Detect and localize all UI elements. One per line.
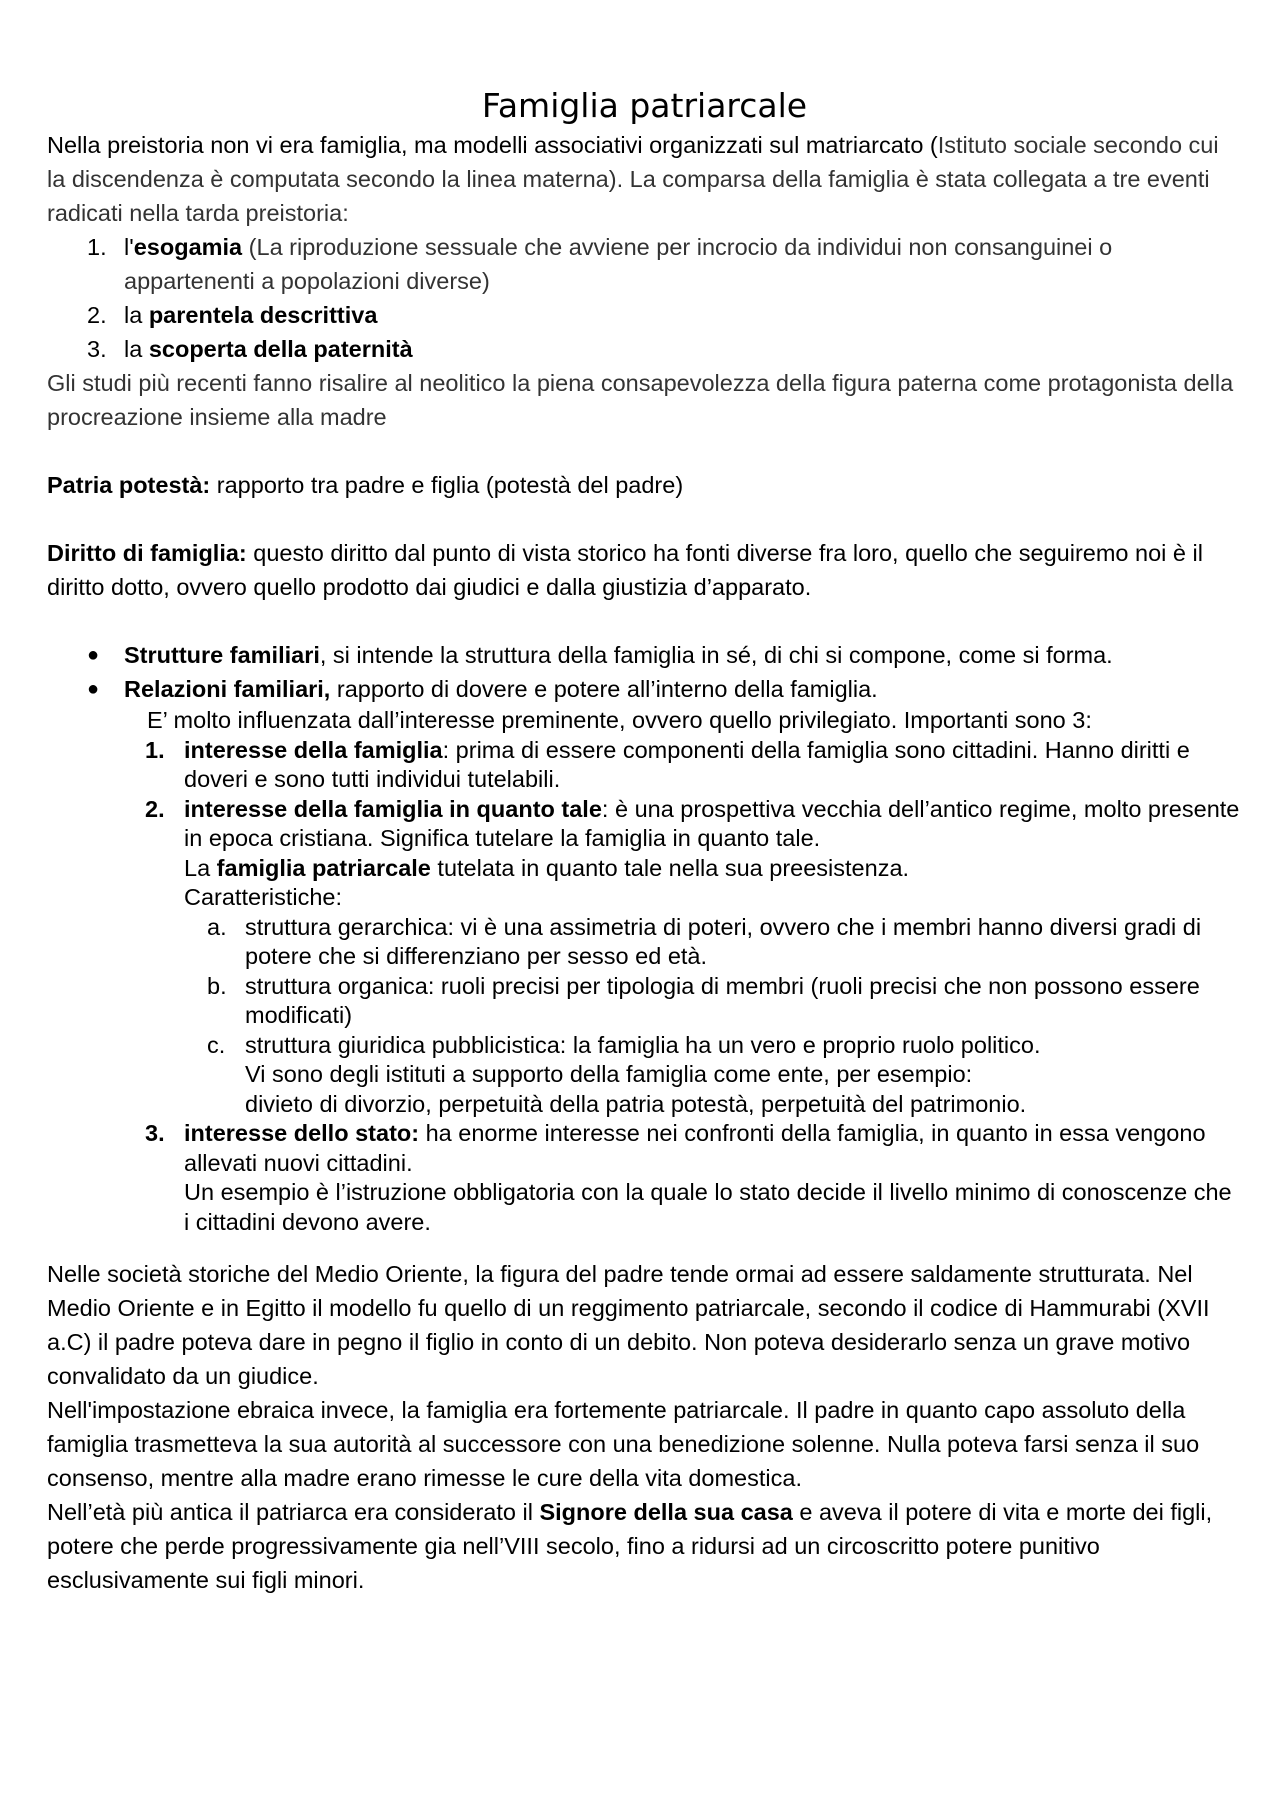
bullet-bold: Strutture familiari [124, 642, 320, 668]
list-text: la [124, 302, 149, 328]
interest-text: La [184, 854, 217, 881]
characteristic-text: struttura gerarchica: vi è una assimetria di poteri, ovvero che i membri hanno diversi gradi di potere che si differenziano per sesso ed età. [245, 913, 1202, 969]
interest-line [47, 854, 1242, 884]
list-bold: esogamia [133, 234, 243, 260]
patria-label: Patria potestà: [47, 472, 211, 498]
interest-number: 1. [145, 736, 165, 763]
patria-text: rapporto tra padre e figlia (potestà del padre) [210, 472, 684, 498]
antica-text: e aveva il potere di vita e morte dei figli, potere che perde progressivamente gia nell’VIII secolo, fino a ridursi ad un circoscritto potere punitivo esclusivamente sui figli minori. [47, 1499, 1213, 1593]
antica-paragraph [47, 1495, 1242, 1597]
characteristic-extra: Vi sono degli istituti a supporto della famiglia come ente, per esempio: [245, 1061, 973, 1087]
page-title: Famiglia patriarcale [481, 86, 808, 125]
characteristic-letter: c. [207, 1031, 226, 1058]
antica-bold: Signore della sua casa [539, 1499, 793, 1525]
list-text: la [124, 336, 149, 362]
list-item [47, 230, 1242, 298]
characteristic-letter: a. [207, 913, 227, 940]
interest-bold: interesse della famiglia in quanto tale [184, 795, 602, 822]
bullet-list [47, 638, 1242, 706]
list-item [47, 332, 1242, 366]
bullet-item [47, 638, 1242, 672]
characteristic-text: struttura organica: ruoli precisi per tipologia di membri (ruoli precisi che non possono essere modificati) [245, 972, 1200, 1028]
interest-bold: interesse della famiglia [184, 736, 443, 763]
interest-text: tutelata in quanto tale nella sua preesistenza. [430, 854, 910, 881]
interest-bold: interesse dello stato: [184, 1120, 420, 1146]
list-item [47, 298, 1242, 332]
diritto-paragraph [47, 536, 1242, 604]
interest-example: Un esempio è l’istruzione obbligatoria con la quale lo stato decide il livello minimo di conoscenze che i cittadini devono avere. [184, 1179, 1232, 1235]
interest-number: 2. [145, 795, 165, 822]
intro-text-b: Istituto sociale secondo cui la discendenza è computata secondo la linea materna). La comparsa della famiglia è stata collegata a tre eventi radicati nella tarda preistoria: [47, 132, 1219, 226]
diritto-label: Diritto di famiglia: [47, 540, 247, 566]
bullet-text: rapporto di dovere e potere all’interno della famiglia. [330, 676, 878, 702]
neolithic-paragraph: Gli studi più recenti fanno risalire al neolitico la piena consapevolezza della figura paterna come protagonista della procreazione insieme alla madre [47, 370, 1234, 430]
antica-text: Nell’età più antica il patriarca era considerato il [47, 1499, 540, 1525]
patria-paragraph [47, 468, 1242, 502]
intro-text-a: Nella preistoria non vi era famiglia, ma modelli associativi organizzati sul matriarcato ( [47, 132, 938, 158]
characteristic-text: struttura giuridica pubblicistica: la famiglia ha un vero e proprio ruolo politico. [245, 1031, 1041, 1058]
ebraica-paragraph: Nell'impostazione ebraica invece, la famiglia era fortemente patriarcale. Il padre in quanto capo assoluto della famiglia trasmetteva la sua autorità al successore con una benedizione solenne. Nulla poteva farsi senza il suo consenso, mentre alla madre erano rimesse le cure della vita domestica. [47, 1397, 1200, 1491]
interest-text: : prima di essere componenti della famiglia sono cittadini. Hanno diritti e doveri e sono tutti individui tutelabili. [184, 736, 1190, 792]
list-number: 1. [87, 234, 107, 260]
list-text: (La riproduzione sessuale che avviene per incrocio da individui non consanguinei o appartenenti a popolazioni diverse) [124, 234, 1113, 294]
interest-item [47, 736, 1242, 795]
bullet-bold: Relazioni familiari, [124, 676, 331, 702]
relazioni-section [47, 706, 1242, 1237]
diritto-text: questo diritto dal punto di vista storico ha fonti diverse fra loro, quello che seguiremo noi è il diritto dotto, ovvero quello prodotto dai giudici e dalla giustizia d’apparato. [47, 540, 1203, 600]
caratteristiche-label: Caratteristiche: [184, 884, 343, 910]
events-list [47, 230, 1242, 366]
interest-text: : è una prospettiva vecchia dell’antico regime, molto presente in epoca cristiana. Significa tutelare la famiglia in quanto tale. [184, 795, 1240, 851]
characteristic-extra: divieto di divorzio, perpetuità della patria potestà, perpetuità del patrimonio. [245, 1090, 1027, 1117]
characteristic-item [47, 913, 1242, 972]
bullet-icon: ● [87, 678, 100, 700]
list-number: 2. [87, 302, 107, 328]
interest-item [47, 1119, 1242, 1178]
bullet-text: , si intende la struttura della famiglia in sé, di chi si compone, come si forma. [319, 642, 1113, 668]
interest-number: 3. [145, 1120, 165, 1146]
list-bold: scoperta della paternità [148, 336, 413, 362]
relazioni-intro: E’ molto influenzata dall’interesse preminente, ovvero quello privilegiato. Importanti sono 3: [147, 707, 1092, 733]
bullet-icon: ● [87, 644, 100, 666]
interest-bold: famiglia patriarcale [216, 854, 431, 881]
characteristic-item [47, 1031, 1242, 1061]
interest-text: ha enorme interesse nei confronti della famiglia, in quanto in essa vengono allevati nuovi cittadini. [184, 1120, 1206, 1176]
interest-item [47, 795, 1242, 854]
medio-oriente-paragraph: Nelle società storiche del Medio Oriente, la figura del padre tende ormai ad essere saldamente strutturata. Nel Medio Oriente e in Egitto il modello fu quello di un reggimento patriarcale, secondo il codice di Hammurabi (XVII a.C) il padre poteva dare in pegno il figlio in conto di un debito. Non poteva desiderarlo senza un grave motivo convalidato da un giudice. [47, 1261, 1210, 1389]
characteristic-letter: b. [207, 972, 227, 999]
bullet-item [47, 672, 1242, 706]
list-number: 3. [87, 336, 107, 362]
document-page [47, 86, 1242, 1597]
list-bold: parentela descrittiva [148, 302, 378, 328]
characteristic-item [47, 972, 1242, 1031]
list-text: l' [124, 234, 134, 260]
intro-paragraph [47, 128, 1242, 230]
